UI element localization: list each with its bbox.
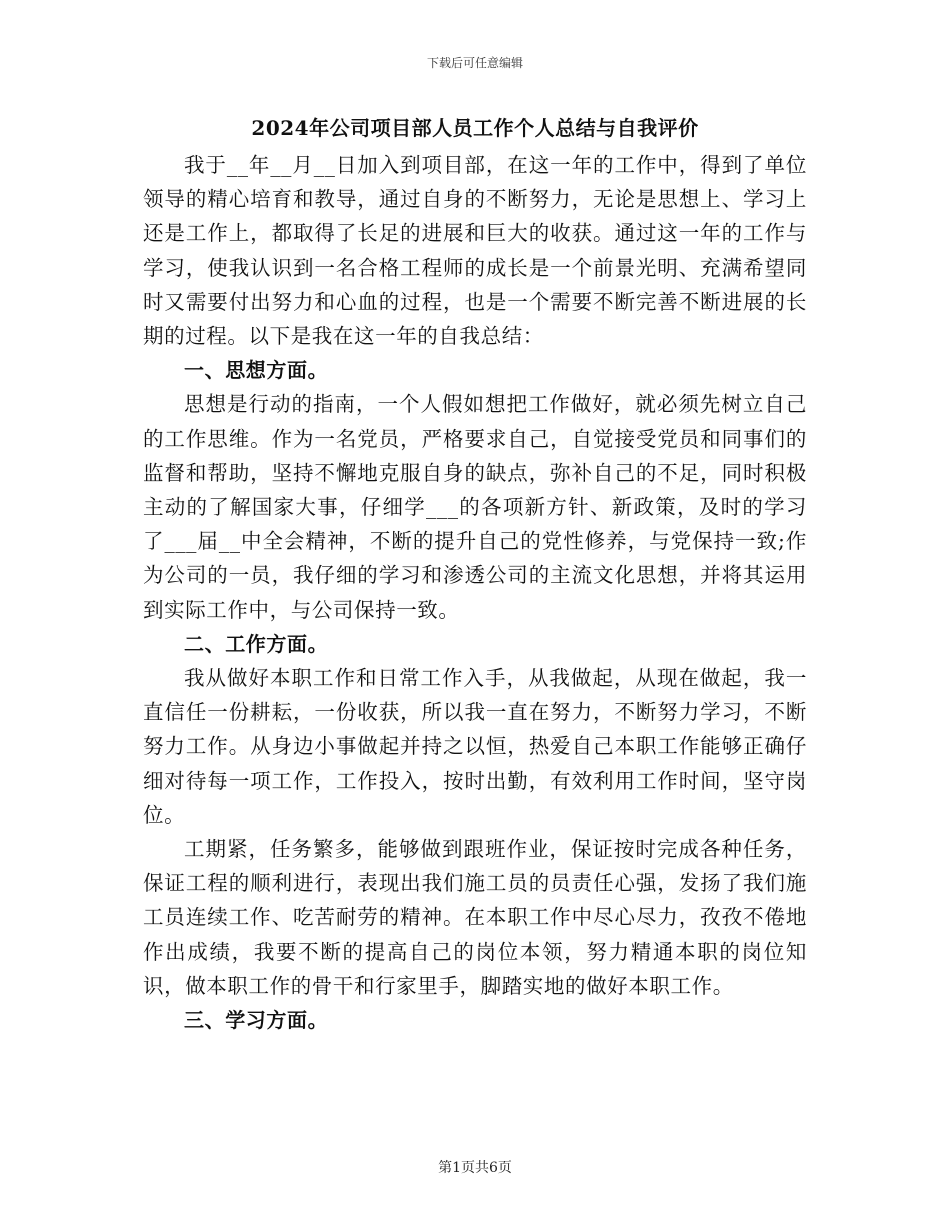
section-heading-work: 二、工作方面。 bbox=[184, 631, 329, 656]
page-indicator: 第1页共6页 bbox=[438, 1160, 512, 1176]
section-work-paragraph-1: 我从做好本职工作和日常工作入手，从我做起，从现在做起，我一直信任一份耕耘，一份收获，所以我一直在努力，不断努力学习，不断努力工作。从身边小事做起并持之以恒，热爱自己本职工作能够正确仔细对待每一项工作，工作投入，按时出勤，有效利用工作时间，坚守岗位。 bbox=[143, 666, 807, 827]
intro-paragraph: 我于__年__月__日加入到项目部，在这一年的工作中，得到了单位领导的精心培育和教导，通过自身的不断努力，无论是思想上、学习上还是工作上，都取得了长足的进展和巨大的收获。通过这一年的工作与学习，使我认识到一名合格工程师的成长是一个前景光明、充满希望同时又需要付出努力和心血的过程，也是一个需要不断完善不断进展的长期的过程。以下是我在这一年的自我总结： bbox=[143, 153, 807, 349]
header-note: 下载后可任意编辑 bbox=[426, 56, 523, 70]
document-title: 2024年公司项目部人员工作个人总结与自我评价 bbox=[251, 116, 699, 140]
section-thought-paragraph: 思想是行动的指南，一个人假如想把工作做好，就必须先树立自己的工作思维。作为一名党员，严格要求自己，自觉接受党员和同事们的监督和帮助，坚持不懈地克服自身的缺点，弥补自己的不足，同时积极主动的了解国家大事，仔细学___的各项新方针、新政策，及时的学习了___届__中全会精神，不断的提升自己的党性修养，与党保持一致;作为公司的一员，我仔细的学习和渗透公司的主流文化思想，并将其运用到实际工作中，与公司保持一致。 bbox=[143, 392, 807, 622]
section-work-paragraph-2: 工期紧，任务繁多，能够做到跟班作业，保证按时完成各种任务，保证工程的顺利进行，表现出我们施工员的员责任心强，发扬了我们施工员连续工作、吃苦耐劳的精神。在本职工作中尽心尽力，孜孜不倦地作出成绩，我要不断的提高自己的岗位本领，努力精通本职的岗位知识，做本职工作的骨干和行家里手，脚踏实地的做好本职工作。 bbox=[143, 837, 807, 998]
document-body bbox=[143, 112, 807, 1037]
section-heading-thought: 一、思想方面。 bbox=[184, 358, 329, 383]
section-heading-study: 三、学习方面。 bbox=[184, 1008, 329, 1033]
